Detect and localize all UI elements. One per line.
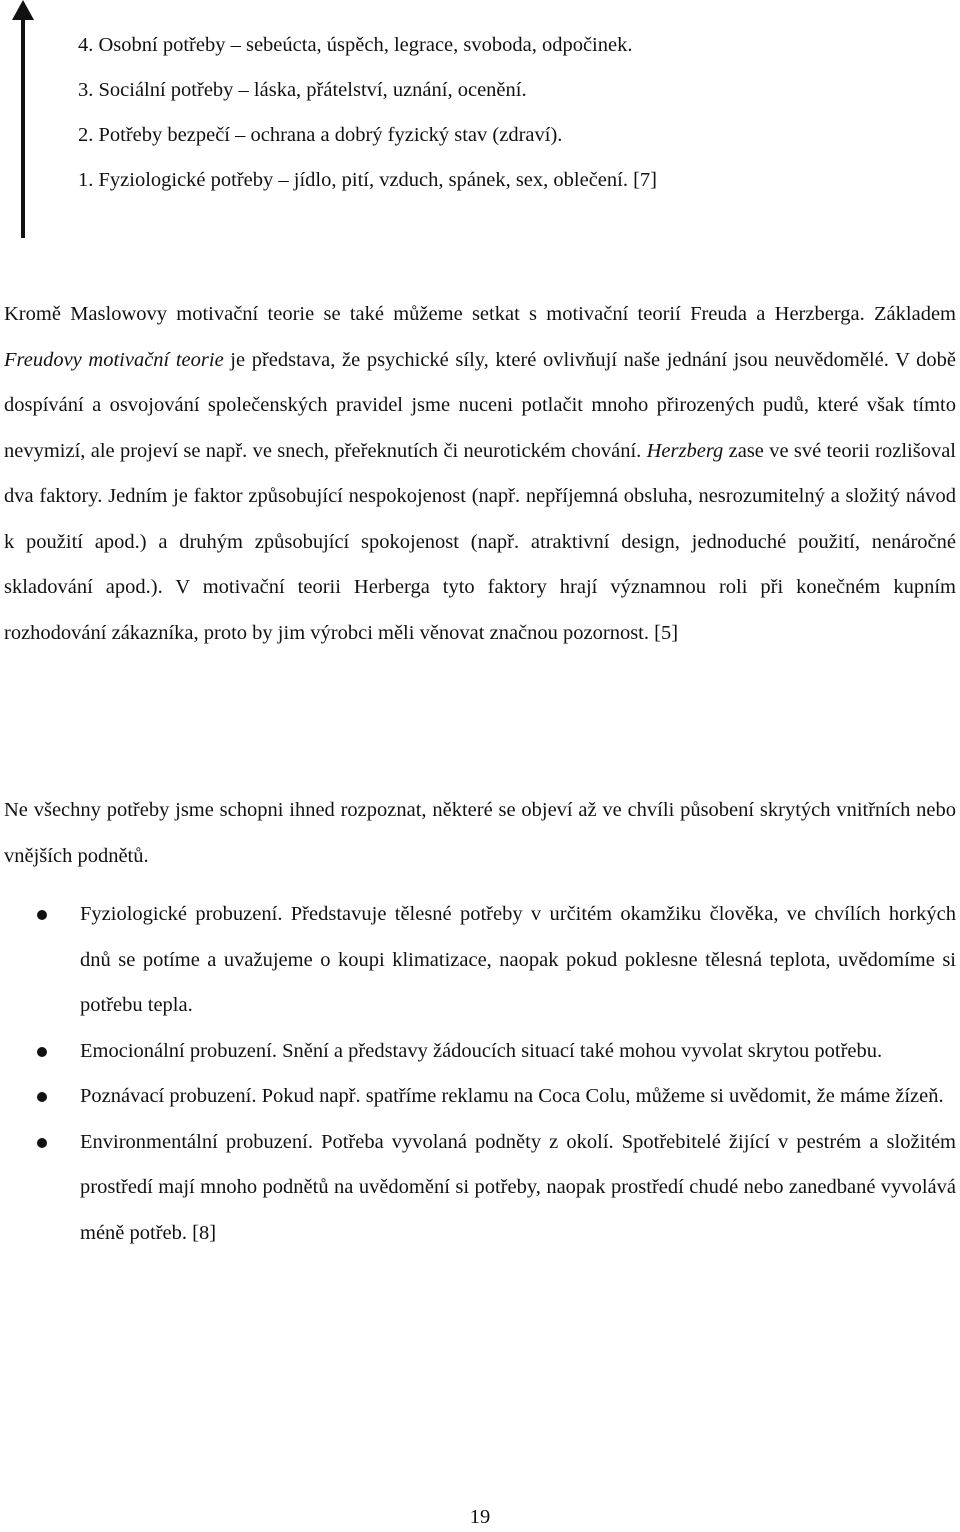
list-item [80, 1029, 956, 1075]
page-number: 19 [469, 1506, 491, 1528]
paragraph-text: je představa, že psychické síly, které ovlivňují naše jednání jsou neuvědomělé. V době dospívání a osvojování společenských pravidel jsme nuceni potlačit mnoho přirozených pudů, které však tímto nevymizí, ale projeví se např. ve snech, přeřeknutích či neurotickém chování. [4, 348, 957, 462]
list-item-text: Emocionální probuzení. Snění a představy žádoucích situací také mohou vyvolat skrytou potřebu. [80, 1039, 883, 1062]
arousal-types-list [80, 892, 956, 1256]
list-item-text: Environmentální probuzení. Potřeba vyvolaná podněty z okolí. Spotřebitelé žijící v pestrém a složitém prostředí mají mnoho podnětů na uvědomění si potřeby, naopak prostředí chudé nebo zanedbané vyvolává méně potřeb. [8] [80, 1130, 956, 1244]
list-item [80, 892, 956, 1029]
freud-theory-term: Freudovy motivační teorie [4, 348, 224, 371]
hierarchy-item: 3. Sociální potřeby – láska, přátelství, uznání, ocenění. [78, 79, 527, 101]
herzberg-term: Herzberg [646, 439, 724, 462]
bullet-icon [37, 1047, 47, 1057]
list-item-text: Fyziologické probuzení. Představuje tělesné potřeby v určitém okamžiku člověka, ve chvílích horkých dnů se potíme a uvažujeme o koupi klimatizace, naopak pokud poklesne tělesná teplota, uvědomíme si potřebu tepla. [80, 903, 956, 1016]
hidden-needs-paragraph: Ne všechny potřeby jsme schopni ihned rozpoznat, některé se objeví až ve chvíli působení skrytých vnitřních nebo vnějších podnětů. [4, 799, 956, 867]
bullet-icon [37, 1092, 47, 1102]
list-item [80, 1074, 956, 1120]
hierarchy-item: 4. Osobní potřeby – sebeúcta, úspěch, legrace, svoboda, odpočinek. [78, 34, 633, 56]
list-item [80, 1120, 956, 1257]
up-arrow-icon [10, 0, 36, 240]
theories-paragraph [4, 292, 956, 656]
bullet-icon [37, 1138, 47, 1148]
needs-hierarchy-list [78, 28, 657, 208]
list-item-text: Poznávací probuzení. Pokud např. spatříme reklamu na Coca Colu, můžeme si uvědomit, že máme žízeň. [80, 1085, 944, 1107]
bullet-icon [37, 910, 47, 920]
paragraph-text: zase ve své teorii rozlišoval dva faktory. Jedním je faktor způsobující nespokojenost (např. nepříjemná obsluha, nesrozumitelný a složitý návod k použití apod.) a druhým způsobující spokojenost (např. atraktivní design, jednoduché použití, nenáročné skladování apod.). V motivační teorii Herberga tyto faktory hrají významnou roli při konečném kupním rozhodování zákazníka, proto by jim výrobci měli věnovat značnou pozornost. [5] [4, 439, 956, 644]
paragraph-text: Kromě Maslowovy motivační teorie se také můžeme setkat s motivační teorií Freuda a Herzberga. Základem [4, 303, 956, 325]
hierarchy-item: 2. Potřeby bezpečí – ochrana a dobrý fyzický stav (zdraví). [78, 124, 563, 146]
hierarchy-item: 1. Fyziologické potřeby – jídlo, pití, vzduch, spánek, sex, oblečení. [7] [78, 169, 657, 191]
